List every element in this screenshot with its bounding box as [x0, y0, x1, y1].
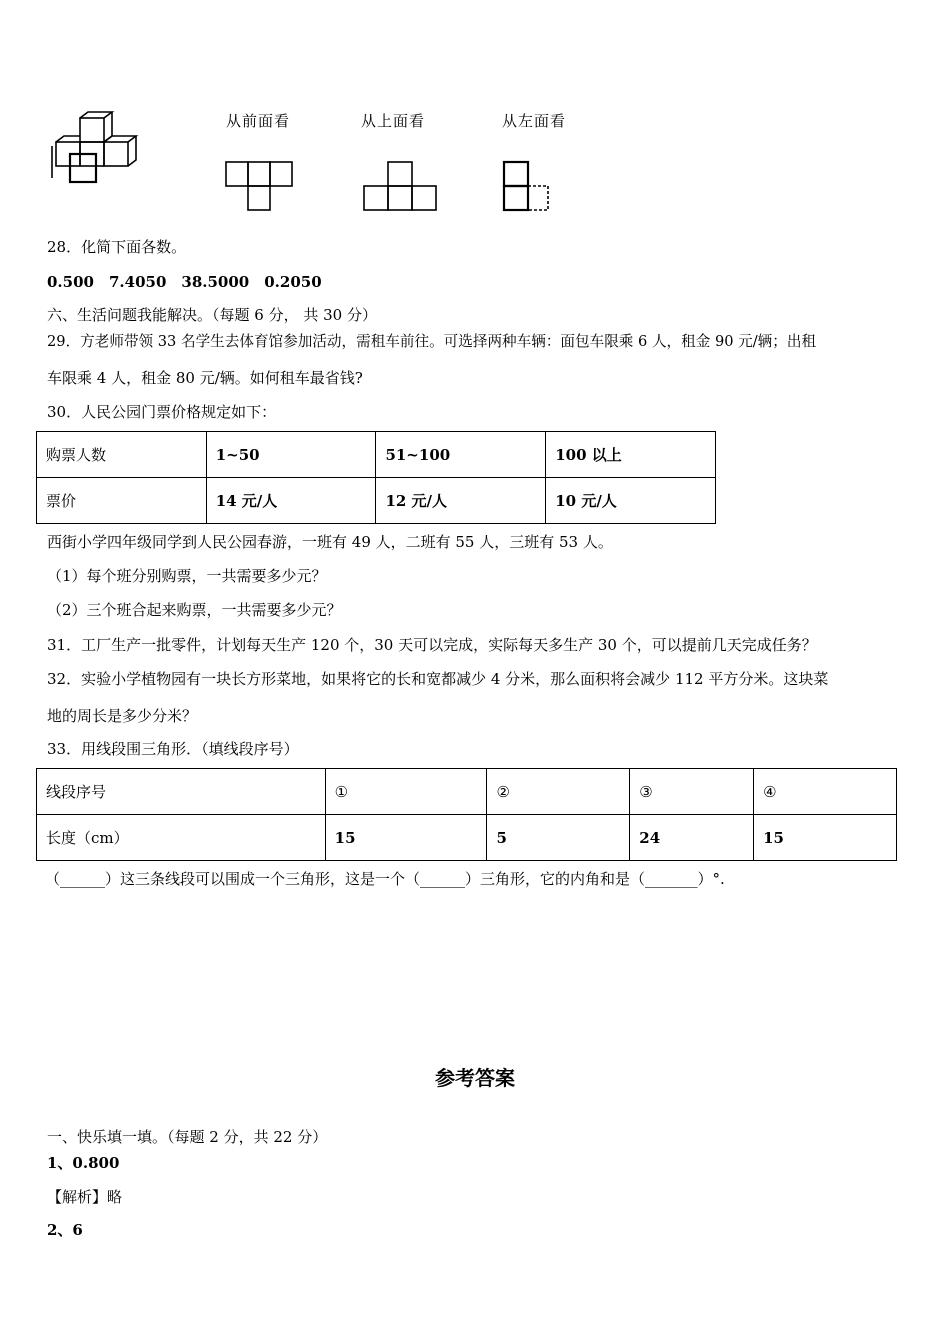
- question-30-sub-2: （2）三个班合起来购票，一共需要多少元？: [47, 601, 342, 619]
- question-29-line-2: 车限乘 4 人，租金 80 元/辆。如何租车最省钱?: [47, 369, 363, 387]
- table-row: [37, 769, 897, 815]
- table-cell: 5: [487, 815, 630, 861]
- table-cell: 1~50: [206, 432, 376, 478]
- answer-1: 1、0.800: [47, 1154, 120, 1172]
- answer-analysis: 【解析】略: [47, 1188, 123, 1206]
- left-view-figure: [500, 158, 560, 216]
- view-label-left: 从左面看: [502, 112, 567, 130]
- table-cell: ④: [754, 769, 897, 815]
- table-cell: 票价: [37, 478, 207, 524]
- top-view-figure: [360, 158, 440, 214]
- question-29-line-1: 29．方老师带领 33 名学生去体育馆参加活动，需租车前往。可选择两种车辆：面包车限乘 6 人，租金 90 元/辆；出租: [47, 333, 817, 350]
- table-cell: 14 元/人: [206, 478, 376, 524]
- question-30-sub-1: （1）每个班分别购票，一共需要多少元？: [47, 567, 327, 585]
- question-30: 30．人民公园门票价格规定如下：: [47, 403, 277, 421]
- answers-section-1: 一、快乐填一填。（每题 2 分，共 22 分）: [47, 1128, 328, 1146]
- table-cell: 24: [630, 815, 754, 861]
- ticket-price-table: [36, 431, 716, 524]
- table-row: [37, 815, 897, 861]
- table-cell: 购票人数: [37, 432, 207, 478]
- question-28: 28．化简下面各数。: [47, 238, 187, 256]
- section-6-title: 六、生活问题我能解决。（每题 6 分， 共 30 分）: [47, 306, 377, 324]
- table-cell: 10 元/人: [546, 478, 716, 524]
- table-cell: 51~100: [376, 432, 546, 478]
- view-label-front: 从前面看: [226, 112, 291, 130]
- question-31: 31．工厂生产一批零件，计划每天生产 120 个，30 天可以完成，实际每天多生产 30 个，可以提前几天完成任务？: [47, 636, 817, 654]
- table-cell: ①: [325, 769, 487, 815]
- table-cell: 线段序号: [37, 769, 326, 815]
- front-view-figure: [222, 158, 298, 214]
- table-cell: 15: [754, 815, 897, 861]
- table-row: [37, 432, 716, 478]
- table-row: [37, 478, 716, 524]
- answer-2: 2、6: [47, 1221, 83, 1239]
- question-33: 33．用线段围三角形．（填线段序号）: [47, 740, 299, 758]
- table-cell: 12 元/人: [376, 478, 546, 524]
- table-cell: ②: [487, 769, 630, 815]
- question-33-fill-blank: （______）这三条线段可以围成一个三角形，这是一个（______）三角形，它的内角和是（_______）°.: [45, 870, 725, 888]
- question-28-numbers: 0.500 7.4050 38.5000 0.2050: [47, 273, 322, 291]
- view-label-top: 从上面看: [361, 112, 426, 130]
- answers-title: 参考答案: [435, 1066, 515, 1090]
- table-cell: 长度（cm）: [37, 815, 326, 861]
- table-cell: ③: [630, 769, 754, 815]
- table-cell: 100 以上: [546, 432, 716, 478]
- question-32-line-2: 地的周长是多少分米？: [47, 707, 198, 725]
- table-cell: 15: [325, 815, 487, 861]
- question-32-line-1: 32．实验小学植物园有一块长方形菜地，如果将它的长和宽都减少 4 分米，那么面积将会减少 112 平方分米。这块菜: [47, 670, 829, 688]
- segment-length-table: [36, 768, 897, 861]
- cube-stack-figure: [48, 108, 150, 188]
- question-30-description: 西街小学四年级同学到人民公园春游，一班有 49 人，二班有 55 人，三班有 53 人。: [47, 533, 613, 551]
